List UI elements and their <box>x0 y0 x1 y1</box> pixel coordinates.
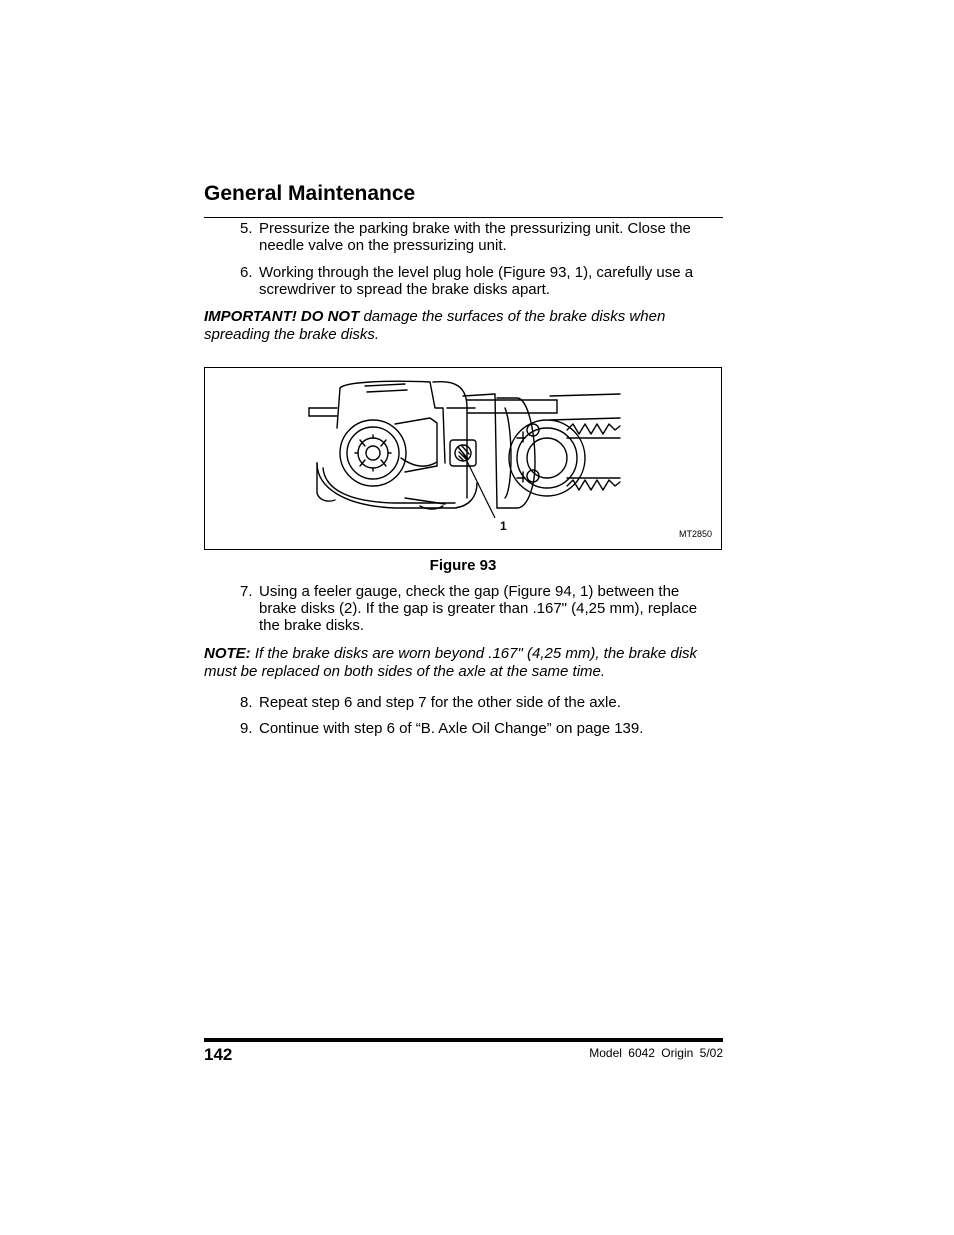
figure-93 <box>204 367 722 550</box>
note-lead: NOTE: <box>204 645 251 662</box>
footer-rule <box>204 1038 723 1042</box>
step-number: 5. <box>240 220 253 237</box>
step-9 <box>240 720 720 737</box>
step-text: Pressurize the parking brake with the pressurizing unit. Close the needle valve on the pressurizing unit. <box>259 220 691 254</box>
step-text: Working through the level plug hole (Figure 93, 1), carefully use a screwdriver to spread the brake disks apart. <box>259 264 694 298</box>
page-number: 142 <box>204 1045 233 1064</box>
title-rule <box>204 217 723 218</box>
note-notice <box>204 645 724 681</box>
step-number: 6. <box>240 264 253 281</box>
step-text: Continue with step 6 of “B. Axle Oil Change” on page 139. <box>259 720 644 737</box>
step-8 <box>240 694 720 711</box>
important-notice <box>204 308 724 344</box>
important-lead: IMPORTANT! DO NOT <box>204 308 360 325</box>
figure-code: MT2850 <box>679 529 713 539</box>
footer-model-info: Model 6042 Origin 5/02 <box>589 1046 723 1060</box>
step-5 <box>240 220 720 254</box>
figure-caption: Figure 93 <box>429 557 497 574</box>
brake-assembly-illustration <box>205 368 721 549</box>
figure-callout-1: 1 <box>500 519 507 533</box>
step-7 <box>240 583 720 634</box>
step-number: 7. <box>240 583 253 600</box>
step-number: 9. <box>240 720 253 737</box>
section-title: General Maintenance <box>204 182 416 205</box>
important-text: damage the surfaces of the brake disks when spreading the brake disks. <box>204 308 666 343</box>
step-number: 8. <box>240 694 253 711</box>
step-text: Repeat step 6 and step 7 for the other side of the axle. <box>259 694 621 711</box>
step-text: Using a feeler gauge, check the gap (Figure 94, 1) between the brake disks (2). If the gap is greater than .167" (4,25 mm), replace the brake disks. <box>259 583 698 634</box>
step-6 <box>240 264 720 298</box>
note-text: If the brake disks are worn beyond .167" (4,25 mm), the brake disk must be replaced on both sides of the axle at the same time. <box>204 645 698 680</box>
